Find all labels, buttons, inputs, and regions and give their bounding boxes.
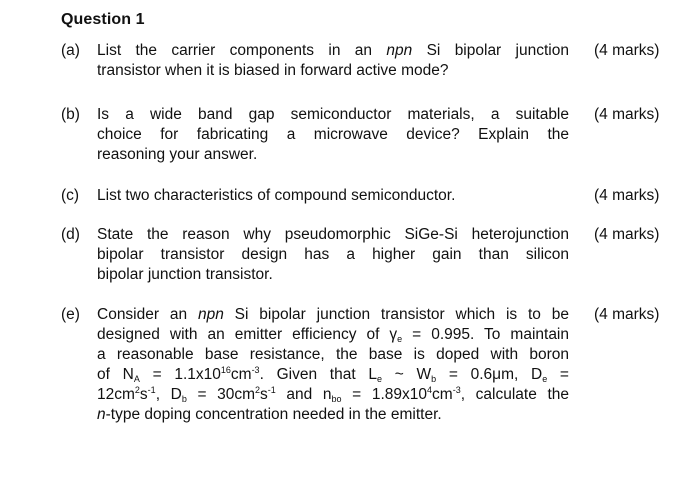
question-e-line-3: a reasonable base resistance, the base is doped with boron — [97, 346, 569, 363]
question-b-marks: (4 marks) — [594, 106, 660, 123]
question-d-text — [97, 225, 569, 285]
question-d-line-2: bipolar transistor design has a higher gain than silicon — [97, 246, 569, 263]
question-e-line-2: designed with an emitter efficiency of $\gamma_e = 0.995$. To maintain — [97, 326, 569, 344]
question-a-line-2: transistor when it is biased in forward active mode? — [97, 62, 449, 79]
question-c-line-1: List two characteristics of compound semiconductor. — [97, 187, 456, 204]
question-d-marks: (4 marks) — [594, 226, 660, 243]
gamma-symbol: γ — [389, 326, 398, 343]
question-e-label: (e) — [61, 306, 80, 323]
question-a-line-1: List the carrier components in an npn Si bipolar junction — [97, 42, 569, 59]
question-b-line-3: reasoning your answer. — [97, 146, 258, 163]
question-b-text — [97, 105, 569, 165]
question-b-label: (b) — [61, 106, 80, 123]
question-d — [61, 225, 691, 285]
question-e-line-5: $12cm^2s^{-1}$, $D_b = 30cm^2s^{-1}$ and $n_{bo} = 1.89x10^4cm^{-3}$, calculate the — [97, 385, 569, 404]
question-a-label: (a) — [61, 42, 80, 59]
question-d-line-3: bipolar junction transistor. — [97, 266, 273, 283]
question-title: Question 1 — [61, 11, 145, 28]
question-e-marks: (4 marks) — [594, 306, 660, 323]
question-a-marks: (4 marks) — [594, 42, 660, 59]
question-e-text — [97, 305, 569, 425]
question-d-line-1: State the reason why pseudomorphic SiGe-Si heterojunction — [97, 226, 569, 243]
question-c-text — [97, 186, 569, 206]
question-e-line-6: n-type doping concentration needed in the emitter. — [97, 406, 442, 423]
question-a-text — [97, 41, 569, 81]
question-e-line-1: Consider an npn Si bipolar junction transistor which is to be — [97, 306, 569, 323]
question-e — [61, 305, 691, 425]
question-d-label: (d) — [61, 226, 80, 243]
question-c-label: (c) — [61, 187, 80, 204]
question-e-line-4: of $N_A = 1.1x10^{16}cm^{-3}$. Given that $L_e$ ~ $W_b = 0.6\mu m$, $D_e$ = — [97, 365, 569, 384]
question-c-marks: (4 marks) — [594, 187, 660, 204]
question-b-line-2: choice for fabricating a microwave device? Explain the — [97, 126, 569, 143]
question-c — [61, 186, 691, 206]
question-a — [61, 41, 691, 81]
question-b — [61, 105, 691, 165]
question-b-line-1: Is a wide band gap semiconductor materials, a suitable — [97, 106, 569, 123]
